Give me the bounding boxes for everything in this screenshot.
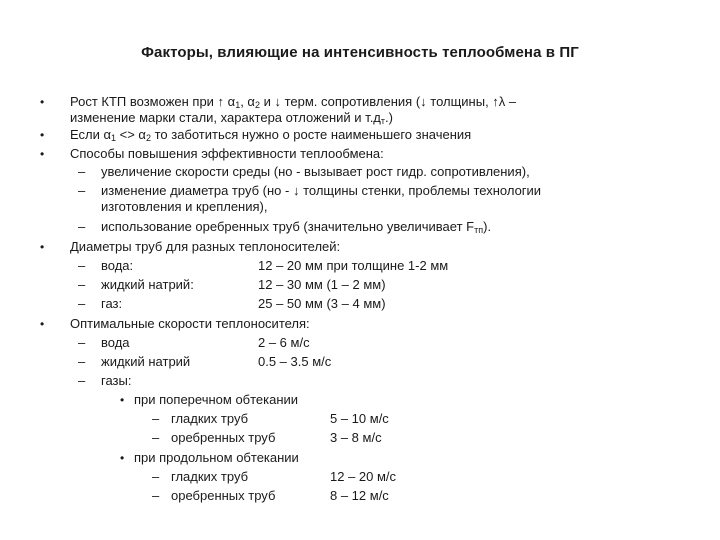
dash-marker: – [78,296,86,311]
speed-label: газы: [101,373,132,388]
bullet-dot: • [40,128,45,142]
speed-label: гладких труб [171,411,249,426]
speed-value: 8 – 12 м/с [330,488,389,503]
dash-marker: – [78,219,86,234]
dash-marker: – [78,335,86,350]
dash-marker: – [78,258,86,273]
diameter-value: 12 – 30 мм (1 – 2 мм) [258,277,386,292]
speed-label: вода [101,335,130,350]
dash-marker: – [78,183,86,198]
bullet-dot: • [40,240,45,254]
dash-marker: – [78,164,86,179]
speed-label: оребренных труб [171,430,276,445]
longitudinal-flow-label: при продольном обтекании [134,450,299,465]
bullet-dot: • [40,147,45,161]
bullet-3-heading: Способы повышения эффективности теплообмена: [70,146,384,161]
bullet-dot: • [120,451,125,465]
dash-marker: – [152,488,160,503]
dash-marker: – [78,277,86,292]
speed-value: 3 – 8 м/с [330,430,382,445]
bullet-4-heading: Диаметры труб для разных теплоносителей: [70,239,341,254]
dash-marker: – [78,373,86,388]
bullet-1-line-2: изменение марки стали, характера отложений и $т.д_т$.) [70,110,393,126]
diameter-value: 12 – 20 мм при толщине 1-2 мм [258,258,449,273]
bullet-dot: • [40,317,45,331]
dash-marker: – [152,430,160,445]
diameter-label: жидкий натрий: [101,277,194,292]
speed-label: гладких труб [171,469,249,484]
speed-label: жидкий натрий [101,354,191,369]
dash-marker: – [152,411,160,426]
cross-flow-label: при поперечном обтекании [134,392,299,407]
speed-value: 2 – 6 м/с [258,335,310,350]
speed-label: оребренных труб [171,488,276,503]
dash-marker: – [78,354,86,369]
bullet-3-item-2-line-2: изготовления и крепления), [101,199,268,214]
slide-title: Факторы, влияющие на интенсивность теплообмена в ПГ [141,44,579,61]
bullet-dot: • [120,393,125,407]
speed-value: 0.5 – 3.5 м/с [258,354,332,369]
speed-value: 12 – 20 м/с [330,469,397,484]
bullet-1-line-1: Рост КТП возможен при ↑ $\alpha_1$, $\alpha_2$ и ↓ терм. сопротивления (↓ толщины, ↑λ – [70,94,517,110]
bullet-5-heading: Оптимальные скорости теплоносителя: [70,316,310,331]
diameter-label: вода: [101,258,134,273]
diameter-value: 25 – 50 мм (3 – 4 мм) [258,296,386,311]
dash-marker: – [152,469,160,484]
bullet-2: Если $\alpha_1 <> \alpha_2$ то заботиться нужно о росте наименьшего значения [70,127,472,143]
bullet-3-item-1: увеличение скорости среды (но - вызывает рост гидр. сопротивления), [101,164,530,179]
bullet-3-item-3: использование оребренных труб (значительно увеличивает $F_{тп}$). [101,219,492,235]
speed-value: 5 – 10 м/с [330,411,389,426]
bullet-3-item-2-line-1: изменение диаметра труб (но - ↓ толщины стенки, проблемы технологии [101,183,542,198]
bullet-dot: • [40,95,45,109]
diameter-label: газ: [101,296,123,311]
